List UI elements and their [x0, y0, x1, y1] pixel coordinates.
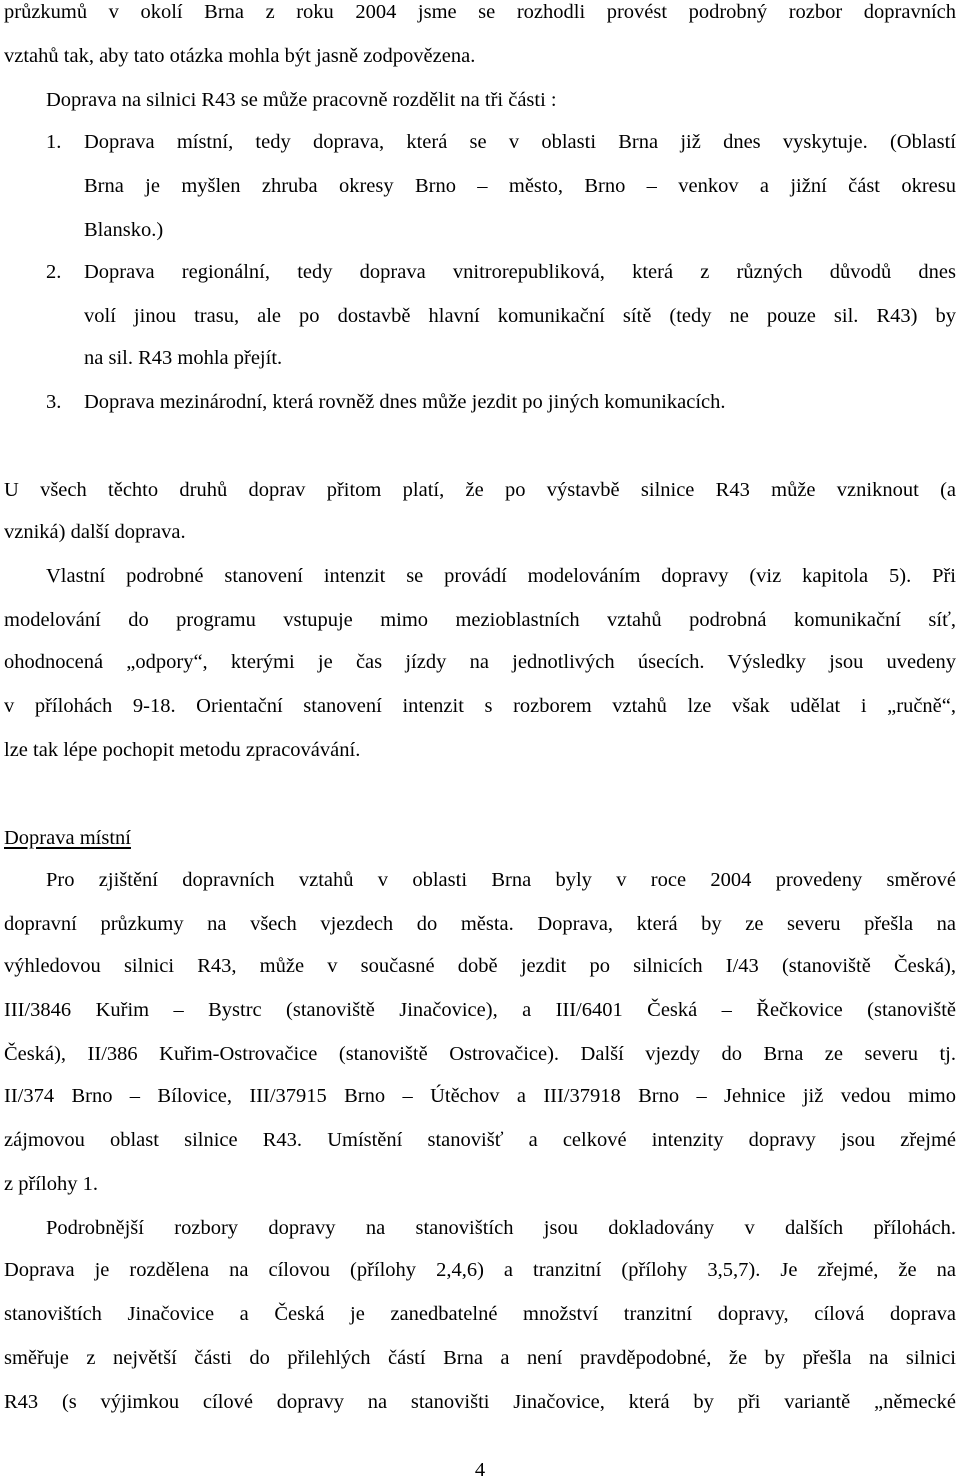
para-p-line-1: Pro zjištění dopravních vztahů v oblasti Brna byly v roce 2004 provedeny směrové: [46, 869, 956, 891]
page-number: 4: [474, 1459, 486, 1481]
para-p-line-5: Česká), II/386 Kuřim-Ostrovačice (stanoviště Ostrovačice). Další vjezdy do Brna ze severu tj.: [4, 1043, 956, 1065]
list-item-1: [46, 130, 956, 154]
list-item-number: 3.: [46, 391, 62, 413]
para-q-line-1: Podrobnější rozbory dopravy na stanovištích jsou dokladovány v dalších přílohách.: [46, 1217, 956, 1239]
list-item-1-line-3: Blansko.): [84, 219, 164, 241]
list-item-2-line-3: na sil. R43 mohla přejít.: [84, 347, 283, 369]
para-v-line-3: ohodnocená „odpory“, kterými je čas jízdy na jednotlivých úsecích. Výsledky jsou uvedeny: [4, 651, 956, 673]
para-p-line-3: výhledovou silnici R43, může v současné době jezdit po silnicích I/43 (stanoviště Česká),: [4, 955, 956, 977]
para-p-line-6: II/374 Brno – Bílovice, III/37915 Brno – Útěchov a III/37918 Brno – Jehnice již vedou mimo: [4, 1085, 956, 1107]
intro-line-2: vztahů tak, aby tato otázka mohla být jasně zodpovězena.: [4, 45, 476, 67]
para-p-line-8: z přílohy 1.: [4, 1173, 98, 1195]
list-item-text: Doprava mezinárodní, která rovněž dnes může jezdit po jiných komunikacích.: [84, 391, 726, 413]
list-item-2-line-2: volí jinou trasu, ale po dostavbě hlavní komunikační sítě (tedy ne pouze sil. R43) by: [84, 305, 956, 327]
para-q-line-4: směřuje z největší části do přilehlých částí Brna a není pravděpodobné, že by přešla na silnici: [4, 1347, 956, 1369]
para-q-line-2: Doprava je rozdělena na cílovou (přílohy 2,4,6) a tranzitní (přílohy 3,5,7). Je zřejmé, že na: [4, 1259, 956, 1281]
para-p-line-7: zájmovou oblast silnice R43. Umístění stanovišť a celkové intenzity dopravy jsou zřejmé: [4, 1129, 956, 1151]
para-v-line-2: modelování do programu vstupuje mimo mezioblastních vztahů podrobná komunikační síť,: [4, 609, 956, 631]
list-item-text: Doprava regionální, tedy doprava vnitrorepubliková, která z různých důvodů dnes: [84, 261, 956, 283]
list-item-2: [46, 260, 956, 284]
section-heading: Doprava místní: [4, 827, 131, 849]
list-item-number: 2.: [46, 261, 62, 283]
list-item-1-line-2: Brna je myšlen zhruba okresy Brno – město, Brno – venkov a jižní část okresu: [84, 175, 956, 197]
para-p-line-4: III/3846 Kuřim – Bystrc (stanoviště Jinačovice), a III/6401 Česká – Řečkovice (stanoviště: [4, 999, 956, 1021]
para-q-line-5: R43 (s výjimkou cílové dopravy na stanovišti Jinačovice, která by při variantě „německé: [4, 1391, 956, 1413]
intro-line-1: průzkumů v okolí Brna z roku 2004 jsme se rozhodli provést podrobný rozbor dopravních: [4, 1, 956, 23]
para-v-line-1: Vlastní podrobné stanovení intenzit se provádí modelováním dopravy (viz kapitola 5). Při: [46, 565, 956, 587]
para-q-line-3: stanovištích Jinačovice a Česká je zanedbatelné množství tranzitní dopravy, cílová doprava: [4, 1303, 956, 1325]
para-v-line-5: lze tak lépe pochopit metodu zpracovávání.: [4, 739, 361, 761]
list-item-number: 1.: [46, 131, 62, 153]
para-u-line-2: vzniká) další doprava.: [4, 521, 186, 543]
para-v-line-4: v přílohách 9-18. Orientační stanovení intenzit s rozborem vztahů lze však udělat i „ručně“,: [4, 695, 956, 717]
para-p-line-2: dopravní průzkumy na všech vjezdech do města. Doprava, která by ze severu přešla na: [4, 913, 956, 935]
intro-line-3: Doprava na silnici R43 se může pracovně rozdělit na tři části :: [46, 89, 557, 111]
list-item-text: Doprava místní, tedy doprava, která se v oblasti Brna již dnes vyskytuje. (Oblastí: [84, 131, 956, 153]
list-item-3: [46, 390, 956, 414]
para-u-line-1: U všech těchto druhů doprav přitom platí, že po výstavbě silnice R43 může vzniknout (a: [4, 479, 956, 501]
